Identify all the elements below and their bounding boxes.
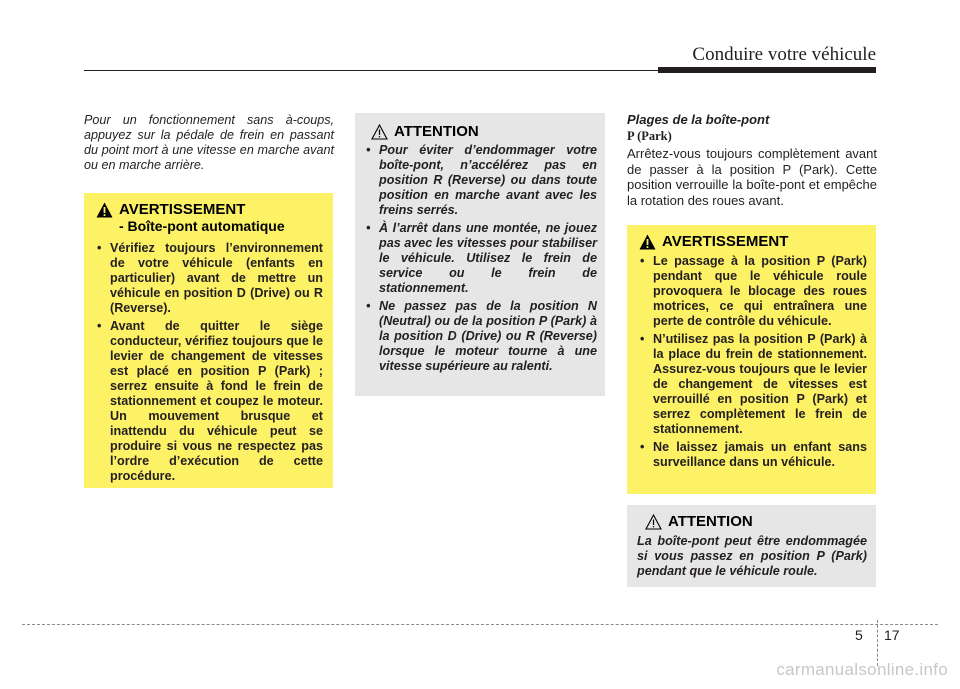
warning-subtitle: - Boîte-pont automatique xyxy=(119,218,285,234)
attention-box-gearbox xyxy=(355,113,605,396)
page-number: 17 xyxy=(884,627,900,643)
section-heading: Plages de la boîte-pont xyxy=(627,112,770,127)
body-text: Arrêtez-vous toujours complètement avant de passer à la position P (Park). Cette position verrouille la boîte-pont et empêche la rotation des roues avant. xyxy=(627,146,877,208)
intro-text: Pour un fonctionnement sans à-coups, appuyez sur la pédale de frein en passant du point mort à une vitesse en marche avant ou en marche arrière. xyxy=(84,113,334,172)
warning-triangle-icon xyxy=(96,202,113,218)
warning-title: AVERTISSEMENT xyxy=(119,201,246,218)
header-rule-thick xyxy=(658,67,876,73)
attention-title: ATTENTION xyxy=(394,123,479,140)
caution-triangle-icon xyxy=(371,124,388,140)
sub-heading: P (Park) xyxy=(627,129,672,143)
attention-title: ATTENTION xyxy=(668,513,753,530)
attention-list xyxy=(365,143,597,374)
page-chapter: 5 xyxy=(855,627,863,643)
list-item: • À l’arrêt dans une montée, ne jouez pas avec les vitesses pour stabiliser le véhicule. Utilisez le frein de service ou le frein de stationnement. xyxy=(365,221,597,296)
footer-rule xyxy=(22,624,938,625)
attention-box-header xyxy=(371,123,597,140)
list-item: • Pour éviter d’endommager votre boîte-pont, n’accélérez pas en position R (Reverse) ou dans toute position en marche avant avec les freins serrés. xyxy=(365,143,597,218)
list-item: • Ne laissez jamais un enfant sans surveillance dans un véhicule. xyxy=(639,440,867,470)
attention-text: La boîte-pont peut être endommagée si vous passez en position P (Park) pendant que le véhicule roule. xyxy=(637,534,867,578)
warning-box-header xyxy=(96,201,323,235)
header-title: Conduire votre véhicule xyxy=(692,44,876,65)
list-item: • Ne passez pas de la position N (Neutral) ou de la position P (Park) à la position D (Drive) ou R (Reverse) lorsque le moteur tourne à une vitesse supérieure au ralenti. xyxy=(365,299,597,374)
attention-box-park xyxy=(627,505,876,587)
warning-box-header xyxy=(639,233,867,250)
list-item: • Le passage à la position P (Park) pendant que le véhicule roule provoquera le blocage des roues motrices, ce qui entraînera une perte de contrôle du véhicule. xyxy=(639,254,867,329)
watermark: carmanualsonline.info xyxy=(776,660,948,679)
list-item: • Vérifiez toujours l’environnement de votre véhicule (enfants en particulier) avant de mettre un véhicule en position D (Drive) ou R (Reverse). xyxy=(96,241,323,316)
warning-box-park xyxy=(627,225,876,494)
list-item: • Avant de quitter le siège conducteur, vérifiez toujours que le levier de changement de vitesses est placé en position P (Park) ; serrez ensuite à fond le frein de stationnement et coupez le moteur. Un mouvement brusque et inattendu du véhicule peut se produire si vous ne respectez pas l’ordre d’exécution de cette procédure. xyxy=(96,319,323,484)
warning-triangle-icon xyxy=(639,234,656,250)
warning-box-automatic xyxy=(84,193,333,488)
warning-list xyxy=(96,241,323,484)
warning-list xyxy=(639,254,867,470)
warning-title: AVERTISSEMENT xyxy=(662,233,789,250)
list-item: • N’utilisez pas la position P (Park) à la place du frein de stationnement. Assurez-vous toujours que le levier de changement de vitesses est verrouillé en position P (Park) et serrez complètement le frein de stationnement. xyxy=(639,332,867,437)
caution-triangle-icon xyxy=(645,514,662,530)
attention-box-header xyxy=(645,513,867,530)
